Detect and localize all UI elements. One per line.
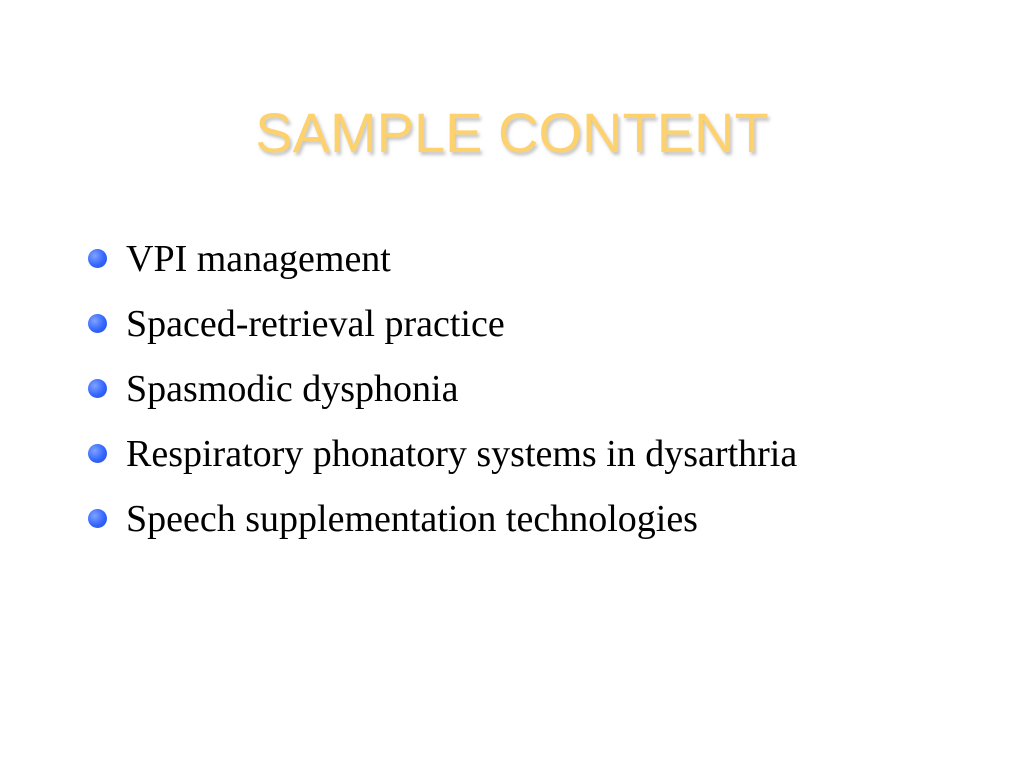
bullet-list: [88, 226, 988, 551]
bullet-dot-icon: [88, 379, 107, 398]
list-item: [88, 421, 988, 486]
bullet-text: Respiratory phonatory systems in dysarthria: [126, 432, 798, 475]
bullet-text: Spaced-retrieval practice: [126, 302, 505, 345]
bullet-text: VPI management: [126, 237, 391, 280]
list-item: [88, 486, 988, 551]
bullet-dot-icon: [88, 249, 107, 268]
slide-title: SAMPLE CONTENT: [255, 101, 769, 164]
bullet-dot-icon: [88, 509, 107, 528]
bullet-text: Spasmodic dysphonia: [126, 367, 459, 410]
list-item: [88, 356, 988, 421]
bullet-dot-icon: [88, 314, 107, 333]
list-item: [88, 226, 988, 291]
list-item: [88, 291, 988, 356]
bullet-dot-icon: [88, 444, 107, 463]
bullet-text: Speech supplementation technologies: [126, 497, 698, 540]
